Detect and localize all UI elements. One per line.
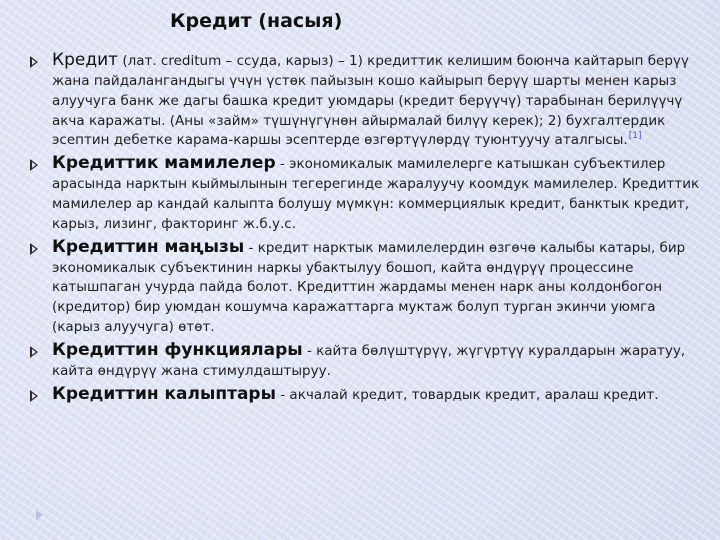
bullet-item-credit: [30, 50, 705, 149]
bullet-item-credit-forms: [30, 384, 705, 404]
bullet-term: Кредиттин калыптары: [52, 383, 276, 404]
footnote-link[interactable]: [1]: [628, 131, 642, 142]
bullet-item-credit-functions: [30, 340, 705, 380]
bullet-description: - акчалай кредит, товардык кредит, аралаш кредит.: [275, 386, 659, 403]
arrow-bullet-icon: [30, 243, 38, 255]
bullet-description: (лат. creditum – ссуда, карыз) – 1) кредиттик келишим боюнча кайтарып берүү жана пайдалангандыгы үчүн үстөк пайызын кошо кайырып берүү шарты менен карыз алуучуга банк же дагы башка кредит уюмдары (кредит берүүчү) тарабынан берилүүчү акча каражаты. (Аны «займ» түшүнүгүнөн айырмалай билүү керек); 2) бухгалтердик эсептин дебетке карама-каршы эсептерде өзгөртүүлөрдү туюнтуучу аталгысы.: [52, 53, 689, 149]
bullet-description: - кайта бөлүштүрүү, жүгүртүү куралдарын жаратуу, кайта өндүрүү жана стимулдаштыруу.: [52, 342, 686, 379]
arrow-bullet-icon: [30, 346, 38, 358]
bullet-item-credit-essence: [30, 237, 705, 336]
bullet-term: Кредиттик мамилелер: [52, 153, 276, 174]
bullet-description: - экономикалык мамилелерге катышкан субъектилер арасында нарктын кыймылынын тегерегинде жаралуучу коомдук мамилелер. Кредиттик мамилелер ар кандай калыпта болушу мүмкүн: коммерциялык кредит, банктык кредит, карыз, лизинг, факторинг ж.б.у.с.: [52, 156, 700, 232]
bullet-term: Кредит: [52, 50, 119, 70]
bullet-term: Кредиттин функциялары: [52, 339, 303, 360]
bullet-item-credit-relations: [30, 153, 705, 232]
slide-title: Кредит (насыя): [170, 10, 343, 32]
arrow-bullet-icon: [30, 390, 38, 402]
arrow-bullet-icon: [30, 56, 38, 68]
bullet-term: Кредиттин маңызы: [52, 236, 245, 257]
arrow-bullet-icon: [30, 159, 38, 171]
bullet-list: [30, 50, 705, 408]
decorative-arrow-icon: [36, 510, 43, 520]
bullet-description: - кредит нарктык мамилелердин өзгөчө калыбы катары, бир экономикалык субъектинин наркы убактылуу бошоп, кайта өндүрүү процессине катышпаган учурда пайда болот. Кредиттин жардамы менен нарк аны колдонбогон (кредитор) бир уюмдан кошумча каражаттарга муктаж болуп турган экинчи уюмга (карыз алуучуга) өтөт.: [52, 239, 686, 335]
